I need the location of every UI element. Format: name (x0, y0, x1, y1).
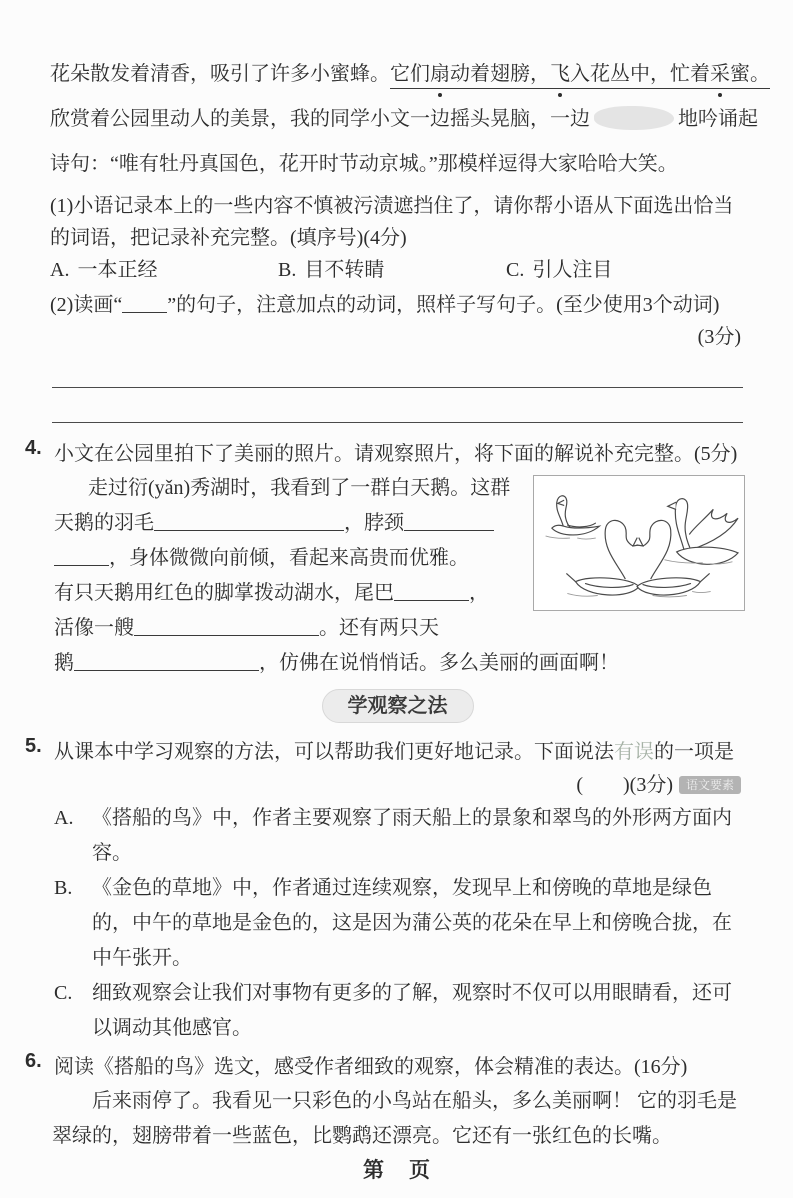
option-label: A. (50, 259, 70, 281)
fill-line (54, 611, 516, 646)
passage-text: 地吟诵起 (678, 108, 758, 130)
question-text: 的一项是 (654, 741, 734, 763)
passage-text: ，仿佛在说悄悄话。多么美丽的画面啊！ (259, 652, 619, 674)
option-label: A. (54, 807, 74, 829)
question-text: ”的句子，注意加点的动词，照样子写句子。(至少使用3个动词) (167, 294, 720, 316)
inline-blank (134, 621, 319, 636)
passage-text: 花朵散发着清香，吸引了许多小蜜蜂。 (50, 63, 390, 85)
fill-in-passage (54, 471, 516, 646)
passage-line-2 (50, 97, 758, 142)
passage-text: 诗句：“唯有牡丹真国色，花开时节动京城。”那模样逗得大家哈哈大笑。 (50, 153, 678, 175)
dotted-verb: 采 (710, 63, 730, 85)
passage-text: 。还有两只天 (319, 617, 439, 639)
text-segment: 动着翅膀， (450, 63, 550, 85)
passage-text: 欣赏着公园里动人的美景，我的同学小文一边摇头晃脑，一边 (50, 108, 590, 130)
option-text: 细致观察会让我们对事物有更多的了解，观察时不仅可以用眼睛看，还可以调动其他感官。 (92, 982, 732, 1039)
text-segment: 入花丛中，忙着 (570, 63, 710, 85)
dotted-verb: 扇 (430, 63, 450, 85)
sub-question-1: (1)小语记录本上的一些内容不慎被污渍遮挡住了，请你帮小语从下面选出恰当的词语，把记录补充完整。(填序号)(4分) (50, 195, 734, 249)
question-6 (25, 1050, 745, 1154)
answer-line (52, 353, 743, 388)
text-segment: 蜜。 (730, 63, 770, 85)
option-label: C. (506, 259, 525, 281)
option-c (506, 254, 612, 286)
fill-line (54, 576, 516, 611)
inline-blank (74, 656, 259, 671)
score-label: (3分) (697, 326, 741, 348)
question-title: 小文在公园里拍下了美丽的照片。请观察照片，将下面的解说补充完整。(5分) (54, 443, 738, 465)
option-c (54, 976, 745, 1046)
inline-blank (54, 551, 109, 566)
word-options-row (50, 254, 745, 286)
inline-blank (154, 516, 344, 531)
option-text: 目不转睛 (304, 259, 385, 281)
section-badge: 学观察之法 (322, 689, 474, 723)
option-label: B. (54, 877, 73, 899)
emphasis-word: 有误 (614, 741, 654, 763)
passage-line-1 (50, 52, 770, 97)
inline-blank (394, 586, 469, 601)
question-number: 5. (25, 735, 42, 757)
underlined-sentence (390, 63, 770, 89)
ink-smudge (594, 106, 674, 130)
inline-blank (122, 298, 167, 313)
question-4-body (54, 471, 745, 646)
question-5 (25, 735, 745, 1046)
passage-text: ， (469, 582, 489, 604)
question-4 (25, 437, 745, 681)
passage-text: ，脖颈 (344, 512, 404, 534)
curriculum-tag-badge: 语文要素 (679, 776, 741, 794)
question-title (54, 735, 745, 769)
fill-line (54, 646, 745, 681)
option-text: 《搭船的鸟》中，作者主要观察了雨天船上的景象和翠鸟的外形两方面内容。 (92, 807, 732, 864)
reading-excerpt: 后来雨停了。我看见一只彩色的小鸟站在船头，多么美丽啊！ 它的羽毛是翠绿的，翅膀带着一些蓝色，比鹦鹉还漂亮。它还有一张红色的长嘴。 (52, 1090, 737, 1147)
option-a (54, 801, 745, 871)
score-label: (3分) (629, 774, 673, 796)
answer-line (52, 388, 743, 423)
option-text: 一本正经 (77, 259, 158, 281)
swans-illustration (534, 476, 744, 610)
option-text: 《金色的草地》中，作者通过连续观察，发现早上和傍晚的草地是绿色的，中午的草地是金色的，这是因为蒲公英的花朵在早上和傍晚合拢，在中午张开。 (92, 877, 732, 969)
passage-text: 活像一艘 (54, 617, 134, 639)
passage-text: 有只天鹅用红色的脚掌拨动湖水，尾巴 (54, 582, 394, 604)
question-text: (2)读画“ (50, 294, 123, 316)
passage-text: 鹅 (54, 652, 74, 674)
passage-text: ，身体微微向前倾，看起来高贵而优雅。 (109, 547, 469, 569)
question-number: 4. (25, 437, 42, 459)
fill-line (54, 506, 516, 541)
swan-photo (533, 475, 745, 611)
answer-parens: ( ) (576, 774, 630, 796)
answer-score-line (54, 769, 745, 801)
page-footer: 第 页 (363, 1159, 432, 1182)
option-b (54, 871, 745, 976)
text-segment: 它们 (390, 63, 430, 85)
option-label: C. (54, 982, 73, 1004)
inline-blank (404, 516, 494, 531)
option-a (50, 254, 278, 286)
question-number: 6. (25, 1050, 42, 1072)
passage-line-3 (50, 142, 745, 187)
passage-block (50, 52, 770, 423)
question-text: 从课本中学习观察的方法，可以帮助我们更好地记录。下面说法 (54, 741, 614, 763)
option-b (278, 254, 506, 286)
option-text: 引人注目 (532, 259, 613, 281)
passage-text: 天鹅的羽毛 (54, 512, 154, 534)
question-title: 阅读《搭船的鸟》选文，感受作者细致的观察，体会精准的表达。(16分) (54, 1056, 688, 1078)
fill-line (54, 541, 516, 576)
dotted-verb: 飞 (550, 63, 570, 85)
sub-question-2 (50, 289, 745, 321)
option-label: B. (278, 259, 297, 281)
passage-text: 走过衍(yǎn)秀湖时，我看到了一群白天鹅。这群 (88, 477, 511, 499)
